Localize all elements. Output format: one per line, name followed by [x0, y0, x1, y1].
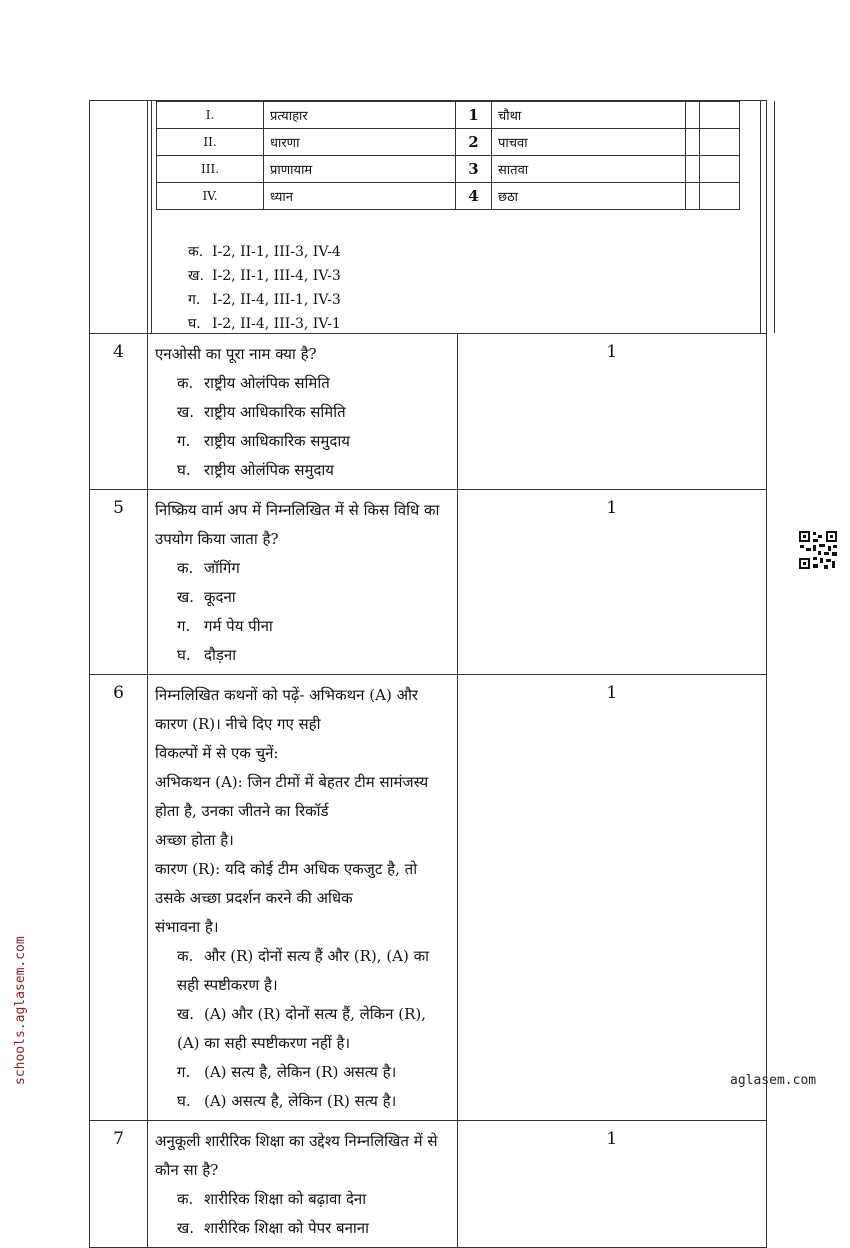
question-text-line: कारण (R): यदि कोई टीम अधिक एकजुट है, तो उसके अच्छा प्रदर्शन करने की अधिक: [155, 860, 418, 907]
match-number: 2: [456, 129, 492, 156]
question-row: [90, 334, 767, 490]
question-body: [148, 1121, 458, 1248]
question-number: 6: [90, 675, 148, 1121]
question-text: एनओसी का पूरा नाम क्या है?: [155, 345, 317, 363]
match-options: [188, 240, 341, 336]
match-term: धारणा: [264, 129, 456, 156]
match-term: ध्यान: [264, 183, 456, 210]
match-question-body: [148, 101, 767, 334]
option: ख. I-2, II-1, III-4, IV-3: [188, 268, 341, 284]
option: घ. (A) असत्य है, लेकिन (R) सत्य है।: [177, 1092, 397, 1110]
match-number: 4: [456, 183, 492, 210]
match-row: [157, 183, 740, 210]
option: घ. I-2, II-4, III-3, IV-1: [188, 316, 341, 332]
options-list: [155, 554, 449, 670]
match-term: प्राणायाम: [264, 156, 456, 183]
match-number: 3: [456, 156, 492, 183]
question-text: अनुकूली शारीरिक शिक्षा का उद्देश्य निम्नलिखित में से कौन सा है?: [155, 1132, 438, 1179]
question-number: 5: [90, 490, 148, 675]
option: घ. राष्ट्रीय ओलंपिक समुदाय: [177, 461, 335, 479]
match-row: [157, 102, 740, 129]
roman-numeral: I.: [157, 102, 264, 129]
question-text-line: विकल्पों में से एक चुनें:: [155, 744, 279, 762]
match-limb: छठा: [492, 183, 686, 210]
match-row: [157, 156, 740, 183]
option: क. जॉगिंग: [177, 559, 240, 577]
option: ख. कूदना: [177, 588, 236, 606]
question-text-line: अभिकथन (A): जिन टीमों में बेहतर टीम सामंजस्य होता है, उनका जीतने का रिकॉर्ड: [155, 773, 429, 820]
question-marks: 1: [457, 490, 767, 675]
option: ग. गर्म पेय पीना: [177, 617, 273, 635]
option: ख. (A) और (R) दोनों सत्य हैं, लेकिन (R), (A) का सही स्पष्टीकरण नहीं है।: [177, 1005, 427, 1052]
option: क. शारीरिक शिक्षा को बढ़ावा देना: [177, 1190, 367, 1208]
match-limb: चौथा: [492, 102, 686, 129]
question-marks: 1: [457, 675, 767, 1121]
question-body: [148, 490, 458, 675]
question-row: [90, 675, 767, 1121]
question-number: 7: [90, 1121, 148, 1248]
match-limb: पाचवा: [492, 129, 686, 156]
option: ख. राष्ट्रीय आधिकारिक समिति: [177, 403, 346, 421]
question-row: [90, 1121, 767, 1248]
option: ग. राष्ट्रीय आधिकारिक समुदाय: [177, 432, 350, 450]
question-body: [148, 675, 458, 1121]
option: क. I-2, II-1, III-3, IV-4: [188, 244, 341, 260]
question-text-line: निम्नलिखित कथनों को पढ़ें- अभिकथन (A) और कारण (R)। नीचे दिए गए सही: [155, 686, 419, 733]
bottom-watermark: aglasem.com: [730, 1073, 817, 1088]
roman-numeral: III.: [157, 156, 264, 183]
question-marks: 1: [457, 334, 767, 490]
options-list: [155, 369, 449, 485]
question-body: [148, 334, 458, 490]
question-number: 4: [90, 334, 148, 490]
option: ग. (A) सत्य है, लेकिन (R) असत्य है।: [177, 1063, 397, 1081]
match-number: 1: [456, 102, 492, 129]
match-table: [156, 101, 740, 210]
question-table: [89, 100, 767, 1248]
question-text: निष्क्रिय वार्म अप में निम्नलिखित में से किस विधि का उपयोग किया जाता है?: [155, 501, 440, 548]
option: क. और (R) दोनों सत्य हैं और (R), (A) का सही स्पष्टीकरण है।: [177, 947, 430, 994]
match-limb: सातवा: [492, 156, 686, 183]
options-list: [155, 1185, 449, 1243]
match-term: प्रत्याहार: [264, 102, 456, 129]
question-marks: 1: [457, 1121, 767, 1248]
question-number-empty: [90, 101, 148, 334]
roman-numeral: II.: [157, 129, 264, 156]
roman-numeral: IV.: [157, 183, 264, 210]
option: क. राष्ट्रीय ओलंपिक समिति: [177, 374, 330, 392]
qr-code-icon: [798, 530, 838, 570]
side-watermark: schools.aglasem.com: [13, 936, 28, 1085]
options-list: [155, 942, 449, 1116]
question-text-line: संभावना है।: [155, 918, 219, 936]
option: ख. शारीरिक शिक्षा को पेपर बनाना: [177, 1219, 370, 1237]
option: ग. I-2, II-4, III-1, IV-3: [188, 292, 341, 308]
match-question-row: [90, 101, 767, 334]
question-text-line: अच्छा होता है।: [155, 831, 234, 849]
match-row: [157, 129, 740, 156]
option: घ. दौड़ना: [177, 646, 237, 664]
question-row: [90, 490, 767, 675]
